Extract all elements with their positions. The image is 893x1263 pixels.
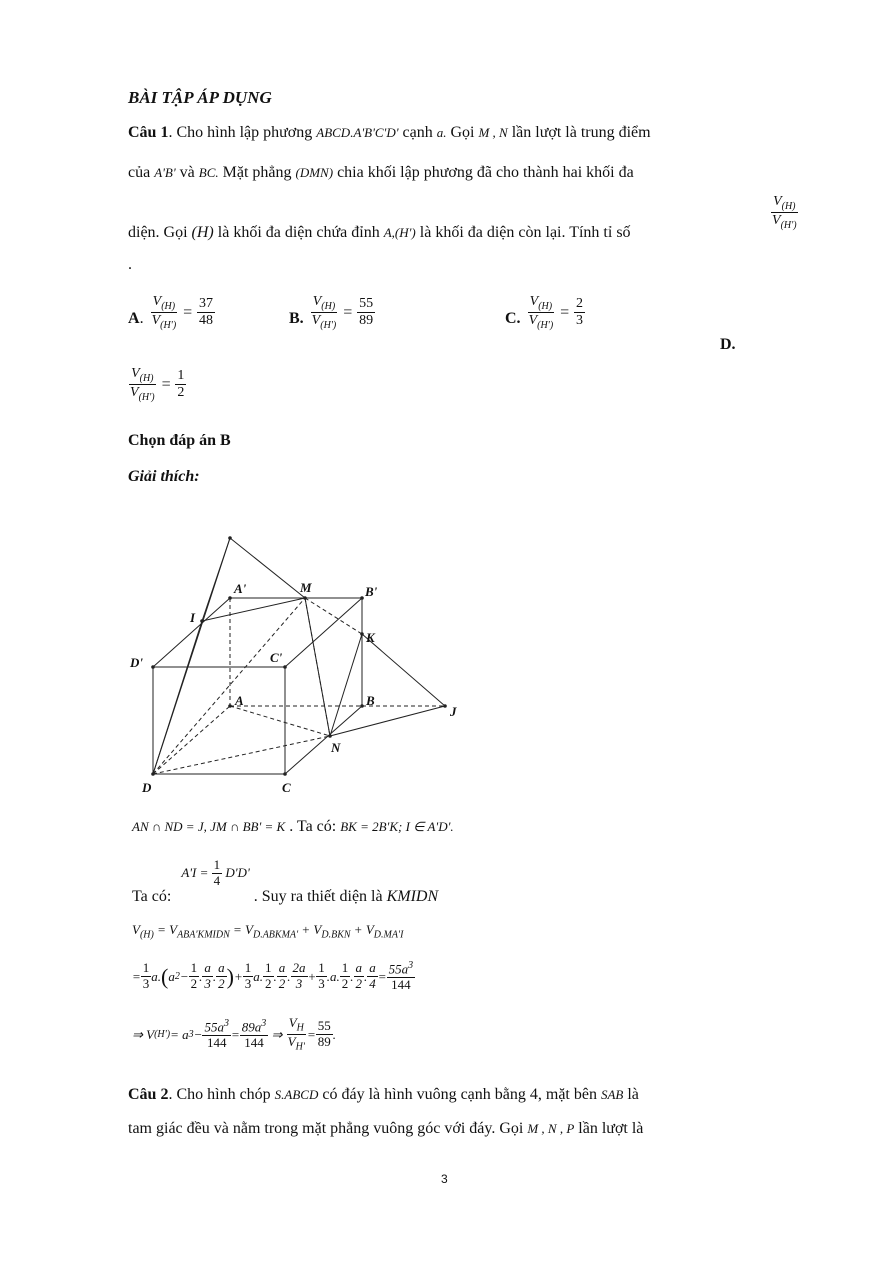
option-a-label: A <box>128 310 140 327</box>
q1-plane: (DMN) <box>295 165 334 180</box>
option-c-num: 2 <box>574 296 585 313</box>
q1-dot: . <box>128 256 132 273</box>
q1-ab1: A'B' <box>154 165 176 180</box>
label-b1: B' <box>365 584 378 599</box>
q2-text-1a: . Cho hình chóp <box>168 1086 271 1103</box>
label-b: B <box>366 693 375 708</box>
q1-line2 <box>128 164 634 182</box>
q2-line2 <box>128 1120 643 1138</box>
q1-text-2a: của <box>128 164 151 181</box>
sol-ta-co-2: Ta có: <box>132 888 172 906</box>
q1-mn: M , N <box>478 125 508 140</box>
q1-h: (H) <box>191 224 214 241</box>
sol-line2: Ta có: A'I = $\frac{1}{4}$ D'D' . Suy ra thiết diện là KMIDN <box>132 857 439 906</box>
option-d-label: D. <box>720 336 736 353</box>
q1-text-2b: và <box>179 164 195 181</box>
label-c: C <box>282 780 291 795</box>
option-b-den: 89 <box>359 313 374 329</box>
label-i: I <box>190 610 196 625</box>
label-a: A <box>235 693 244 708</box>
q2-label: Câu 2 <box>128 1086 169 1103</box>
sol-line1 <box>132 818 454 836</box>
formula-result: ⇒ V (H') = a 3 − $\frac{55a^3}{144}$ = $\frac{89a^3}{144}$ ⇒ $\frac{V_H}{V_{H'}}$ = $\frac{55}{89}$ . <box>132 1015 336 1053</box>
page-number: 3 <box>441 1172 448 1186</box>
option-c-label: C. <box>505 310 521 327</box>
option-a-num: 37 <box>197 296 215 313</box>
q1-text-2c: Mặt phẳng <box>222 164 292 181</box>
sol-kmidn: KMIDN <box>386 888 439 906</box>
q1-text-1b: cạnh <box>402 124 433 141</box>
q2-text-2b: lần lượt là <box>578 1120 644 1137</box>
q1-edge: a. <box>436 125 447 140</box>
sol-ta-co-1: . Ta có: <box>289 818 337 835</box>
q1-text-1a: . Cho hình lập phương <box>168 124 313 141</box>
formula-vh: $V_{(H)} = V_{ABA'KMIDN} = V_{D.ABKMA'} + V_{D.BKN} + V_{D.MA'I}$ <box>132 922 404 941</box>
q2-pyramid: S.ABCD <box>274 1087 319 1102</box>
option-b-num: 55 <box>357 296 375 313</box>
q2-line1 <box>128 1086 639 1104</box>
q1-cube: ABCD.A'B'C'D' <box>316 125 399 140</box>
q2-mnp: M , N , P <box>527 1121 575 1136</box>
formula-calc: = $\frac{1}{3}$ a. ( a 2 − $\frac{1}{2}$ . $\frac{a}{3}$ . $\frac{a}{2}$ ) + $\frac{1}{3}$ a. $\frac{1}{2}$ . $\frac{a}{2}$ . $\frac{2a}{3}$ + $\frac{1}{3}$ .a. $\frac{1}{2}$ . $\frac{a}{2}$ . $\frac{a}{4}$ = $\frac{55a^3}{144}$ <box>132 960 414 993</box>
sol-bk: BK = 2B'K; I ∈ A'D'. <box>340 819 454 834</box>
label-k: K <box>366 630 375 645</box>
option-b-label: B. <box>289 310 304 327</box>
label-a1: A' <box>234 581 247 596</box>
sol-intersections: AN ∩ ND = J, JM ∩ BB' = K <box>132 819 286 834</box>
cube-figure <box>120 530 480 800</box>
q2-text-1b: có đáy là hình vuông cạnh bằng 4, mặt bên <box>322 1086 597 1103</box>
q2-text-2: tam giác đều và nằm trong mặt phẳng vuông góc với đáy. Gọi <box>128 1120 524 1137</box>
option-d[interactable]: $\frac{V_{(H)}}{V_{(H')}}$ = $\frac{1}{2}$ <box>130 366 185 404</box>
q1-line1 <box>128 124 651 142</box>
q1-line3 <box>128 224 631 242</box>
option-a-den: 48 <box>198 313 213 329</box>
q1-ratio: $\frac{V_{(H)}}{V_{(H')}}$ <box>772 194 797 232</box>
q1-text-1d: lần lượt là trung điểm <box>511 124 651 141</box>
option-c[interactable]: C. $\frac{V_{(H)}}{V_{(H')}}$ = $\frac{2}{3}$ <box>505 294 583 332</box>
q1-text-1c: Gọi <box>450 124 475 141</box>
sol-suy-ra: . Suy ra thiết diện là <box>253 888 383 906</box>
label-j: J <box>450 704 457 719</box>
q1-label: Câu 1 <box>128 124 169 141</box>
q1-text-3a: diện. Gọi <box>128 224 188 241</box>
explain-heading: Giải thích: <box>128 468 200 485</box>
q1-text-3c: là khối đa diện còn lại. Tính tỉ số <box>419 224 631 241</box>
label-c1: C' <box>270 650 283 665</box>
label-m: M <box>300 580 312 595</box>
label-n: N <box>331 740 341 755</box>
q2-text-1c: là <box>627 1086 639 1103</box>
option-c-den: 3 <box>575 313 583 329</box>
option-a[interactable]: A. $\frac{V_{(H)}}{V_{(H')}}$ = $\frac{37}{48}$ <box>128 294 213 332</box>
q2-sab: SAB <box>600 1087 624 1102</box>
label-d1: D' <box>130 655 143 670</box>
q1-a-hp: A,(H') <box>383 225 416 240</box>
option-b[interactable]: B. $\frac{V_{(H)}}{V_{(H')}}$ = $\frac{55}{89}$ <box>289 294 374 332</box>
q1-text-3b: là khối đa diện chứa đỉnh <box>217 224 380 241</box>
q1-bc: BC. <box>198 165 219 180</box>
option-d-den: 2 <box>177 385 185 401</box>
answer-line: Chọn đáp án B <box>128 432 231 449</box>
q1-text-2d: chia khối lập phương đã cho thành hai khối đa <box>337 164 634 181</box>
label-d: D <box>142 780 152 795</box>
section-heading: BÀI TẬP ÁP DỤNG <box>128 88 272 107</box>
option-d-num: 1 <box>175 368 186 385</box>
